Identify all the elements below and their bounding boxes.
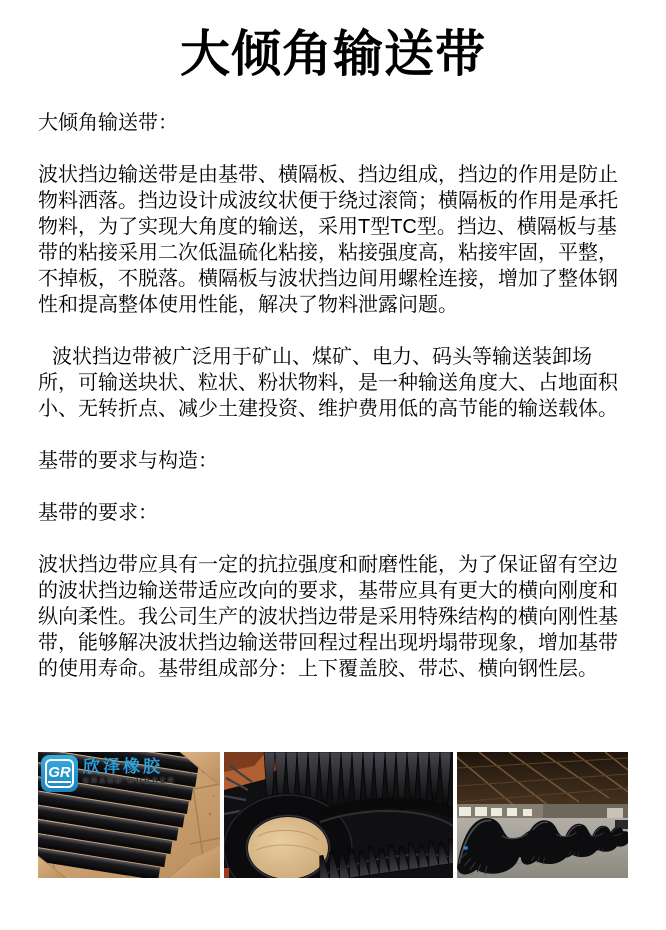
paragraph-composition: 波状挡边输送带是由基带、横隔板、挡边组成，挡边的作用是防止物料洒落。挡边设计成波纹状便于绕过滚筒；横隔板的作用是承托物料，为了实现大角度的输送，采用T型TC型。挡边、横隔板与基带的粘接采用二次低温硫化粘接，粘接强度高，粘接牢固，平整，不掉板，不脱落。横隔板与波状挡边间用螺栓连接，增加了整体钢性和提高整体使用性能，解决了物料泄露问题。	[38, 164, 618, 316]
photo-coiled-belt	[224, 752, 453, 878]
photo-sidewall-strips	[38, 752, 220, 878]
heading-base-belt-requirements: 基带的要求：	[38, 502, 158, 524]
paragraph-applications: 波状挡边带被广泛用于矿山、煤矿、电力、码头等输送装卸场所，可输送块状、粒状、粉状物料，是一种输送角度大、占地面积小、无转折点、减少土建投资、维护费用低的高节能的输送载体。	[38, 346, 618, 420]
brand-logo-icon	[41, 755, 78, 792]
coiled-belt-image	[224, 752, 453, 878]
photo-factory-warehouse	[457, 752, 628, 878]
page-title: 大倾角输送带	[180, 26, 486, 82]
heading-base-belt-structure: 基带的要求与构造：	[38, 450, 218, 472]
brand-name-cn: 欣泽橡胶	[83, 757, 163, 776]
brand-monogram: GR	[48, 764, 71, 781]
brand-logo	[41, 755, 176, 792]
brand-name-en: GRAND RUBBER	[83, 776, 176, 785]
paragraph-base-belt: 波状挡边带应具有一定的抗拉强度和耐磨性能，为了保证留有空边的波状挡边输送带适应改向的要求，基带应具有更大的横向刚度和纵向柔性。我公司生产的波状挡边带是采用特殊结构的横向刚性基带，能够解决波状挡边输送带回程过程出现坍塌带现象，增加基带的使用寿命。基带组成部分：上下覆盖胶、带芯、横向钢性层。	[38, 554, 618, 680]
product-photo-gallery	[38, 752, 628, 878]
factory-warehouse-image	[457, 752, 628, 878]
intro-label: 大倾角输送带：	[38, 112, 178, 134]
article-body	[38, 110, 628, 682]
